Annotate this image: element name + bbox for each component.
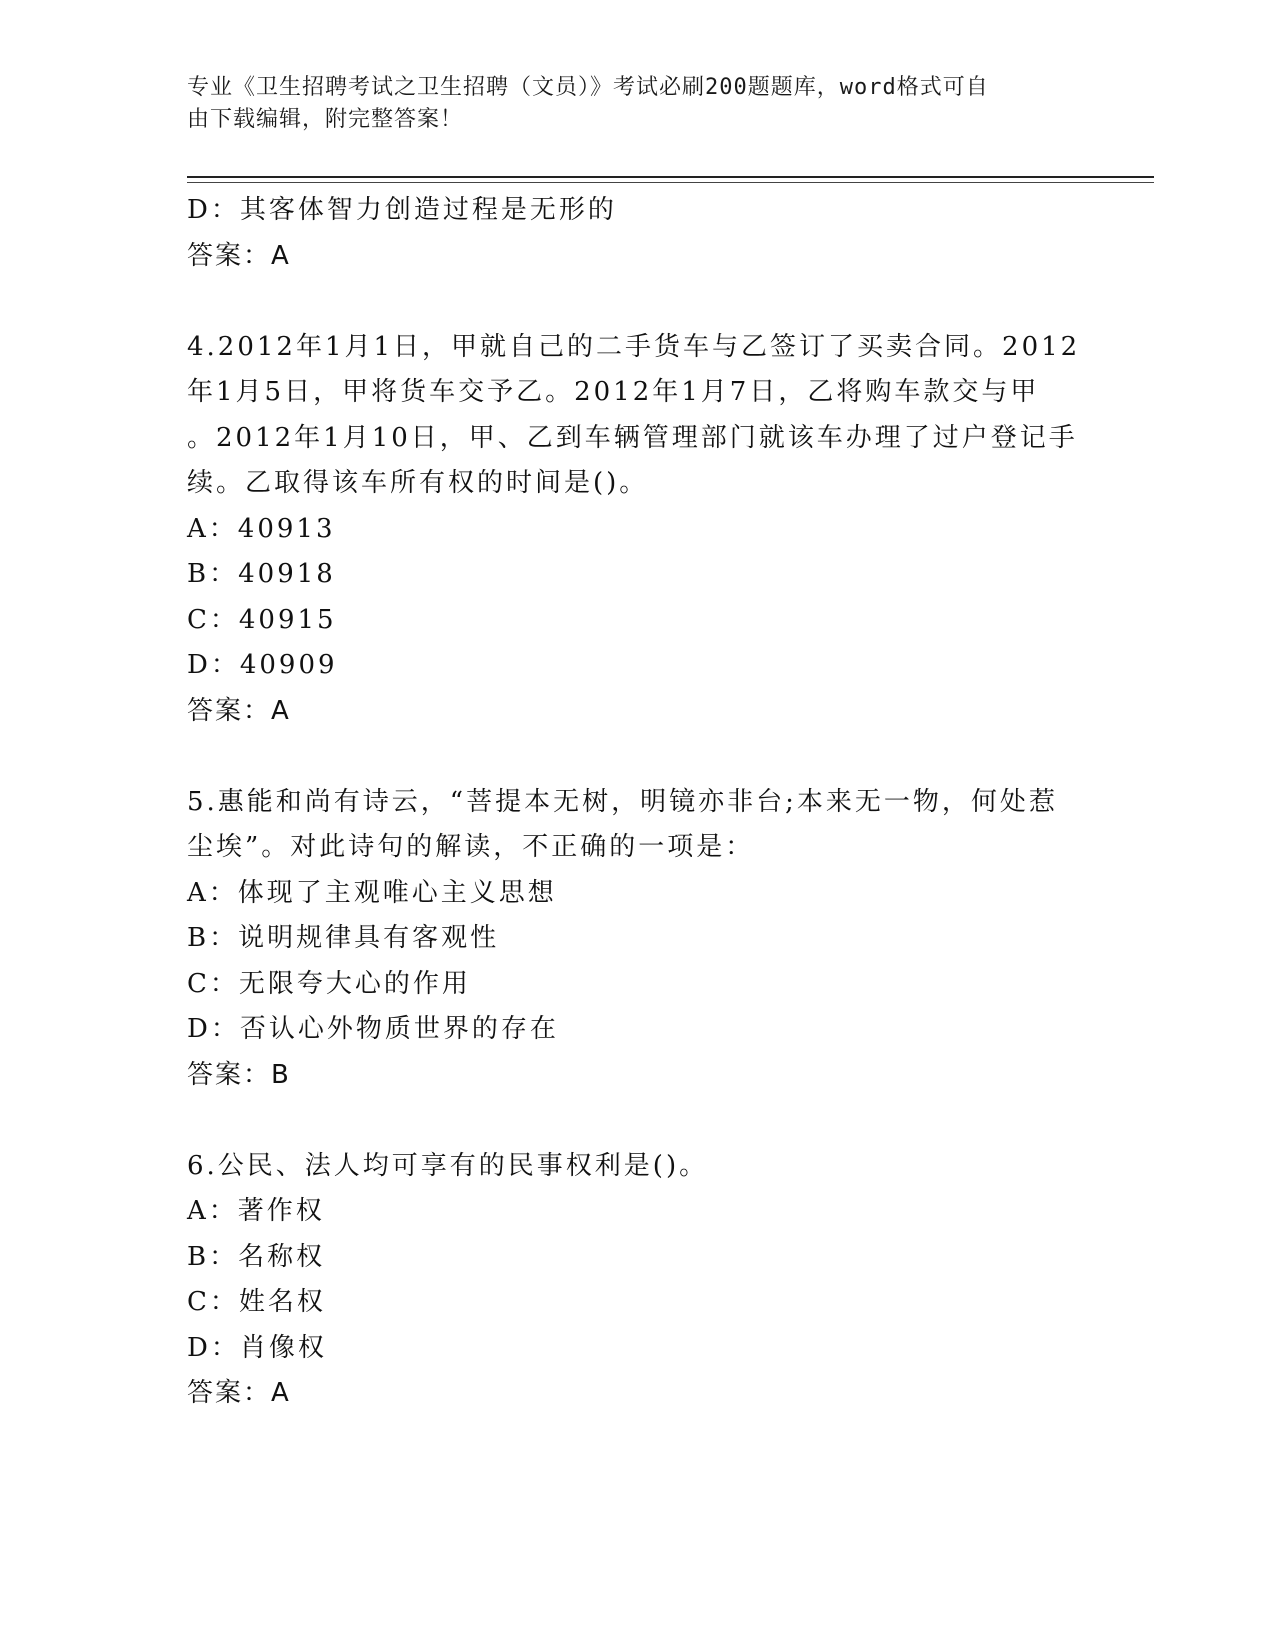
option-b: B：名称权	[187, 1241, 326, 1272]
question-6	[187, 1144, 1087, 1417]
option-b: B：40918	[187, 559, 336, 589]
answer: 答案：B	[187, 1059, 291, 1090]
question-3	[187, 188, 1087, 279]
question-stem-line: 续。乙取得该车所有权的时间是()。	[187, 468, 649, 498]
option-d: D：其客体智力创造过程是无形的	[187, 195, 617, 225]
answer: 答案：A	[187, 240, 291, 271]
question-5	[187, 780, 1087, 1099]
option-c: C：姓名权	[187, 1287, 326, 1317]
question-list	[187, 188, 1087, 1417]
question-4	[187, 325, 1087, 735]
answer: 答案：A	[187, 1378, 291, 1408]
document-header	[187, 72, 1087, 136]
option-b: B：说明规律具有客观性	[187, 923, 500, 953]
question-stem-line: 6.公民、法人均可享有的民事权利是()。	[187, 1150, 709, 1181]
option-a: A：著作权	[187, 1196, 325, 1226]
spacer	[187, 1098, 1087, 1144]
question-stem-line: 4.2012年1月1日，甲就自己的二手货车与乙签订了买卖合同。2012	[187, 331, 1081, 362]
header-divider-thick	[187, 176, 1154, 178]
question-stem-line: 。2012年1月10日，甲、乙到车辆管理部门就该车办理了过户登记手	[187, 422, 1078, 453]
header-divider-thin	[187, 182, 1154, 183]
question-stem-line: 尘埃”。对此诗句的解读，不正确的一项是：	[187, 832, 755, 862]
question-stem-line: 5.惠能和尚有诗云，“菩提本无树，明镜亦非台;本来无一物，何处惹	[187, 786, 1058, 817]
header-line-1: 专业《卫生招聘考试之卫生招聘（文员）》考试必刷200题题库，word格式可自	[187, 75, 989, 100]
option-a: A：体现了主观唯心主义思想	[187, 877, 557, 908]
option-d: D：否认心外物质世界的存在	[187, 1014, 559, 1044]
header-line-2: 由下载编辑，附完整答案！	[187, 107, 464, 132]
question-stem-line: 年1月5日，甲将货车交予乙。2012年1月7日，乙将购车款交与甲	[187, 377, 1040, 407]
answer: 答案：A	[187, 695, 291, 726]
option-c: C：无限夸大心的作用	[187, 968, 471, 999]
spacer	[187, 279, 1087, 325]
spacer	[187, 734, 1087, 780]
option-a: A：40913	[187, 513, 336, 544]
option-d: D：肖像权	[187, 1332, 327, 1363]
option-c: C：40915	[187, 604, 337, 635]
option-d: D：40909	[187, 650, 338, 680]
